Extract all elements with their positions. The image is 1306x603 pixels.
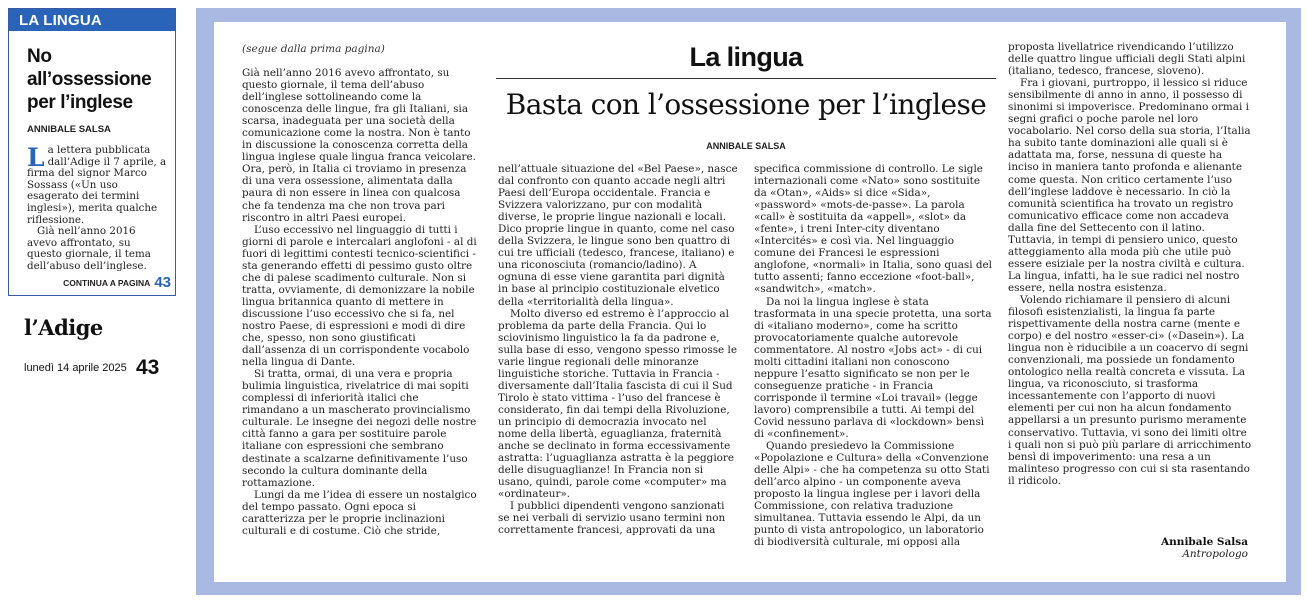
kicker-divider (496, 78, 996, 79)
paragraph: Fra i giovani, purtroppo, il lessico si riduce sensibilmente di anno in anno, il possesso di sinonimi si impoverisce. Predominano ormai i segni grafici o poche parole nel loro vocabolario. Nel corso della sua storia, l’Italia ha subito tante dominazioni alle quali si è adattata ma, forse, nessuna di queste ha inciso in maniera tanto profonda e alienante come questa. Non critico certamente l’uso dell’inglese laddove è necessario. In ciò la comunità scientifica ha trovato un registro comunicativo efficace come non accadeva dalla fine del Settecento con il latino. Tuttavia, in tempi di pensiero unico, questo atteggiamento alla moda più che utile può essere esiziale per la nostra civiltà e cultura. La lingua, infatti, ha le sue radici nel nostro essere, nella nostra esistenza. (1008, 77, 1251, 294)
promo-body (27, 145, 167, 273)
article-column-2 (498, 163, 738, 536)
promo-paragraph-2: Già nell’anno 2016 avevo affrontato, su questo giornale, il tema dell’abuso dell’inglese. (27, 225, 151, 272)
paragraph: Lungi da me l’idea di essere un nostalgico del tempo passato. Ogni epoca si caratterizza per le proprie inclinazioni culturali e di costume. Ciò che stride, (242, 488, 477, 537)
page-number: 43 (136, 356, 160, 379)
paragraph: Si tratta, ormai, di una vera e propria bulimia linguistica, rivelatrice di mai sopiti complessi di inferiorità italici che rimandano a un mascherato provincialismo culturale. Le insegne dei negozi delle nostre città fanno a gara per sostituire parole italiane con espressioni che sembrano destinate a scalzarne definitivamente l’uso secondo la cultura dominante della rottamazione. (242, 368, 477, 489)
paragraph: I pubblici dipendenti vengono sanzionati se nei verbali di servizio usano termini non correttamente francesi, approvati da una (498, 500, 726, 537)
continue-page-number: 43 (154, 274, 171, 291)
paragraph: specifica commissione di controllo. Le sigle internazionali come «Nato» sono sostituite da «Otan», «Aids» si dice «Sida», «password» «mots-de-passe». La parola «call» è sostituita da «appell», «slot» da «fente», i treni Inter-city diventano «Intercités» e così via. Nel linguaggio comune dei Francesi le espressioni anglofone, «normali» in Italia, sono quasi del tutto assenti; fanno eccezione «foot-ball», «sandwitch», «match». (754, 163, 992, 296)
section-tag: LA LINGUA (9, 9, 175, 31)
promo-author: ANNIBALE SALSA (27, 124, 111, 135)
paragraph: Da noi la lingua inglese è stata trasformata in una specie protetta, una sorta di «italiano moderno», come ha scritto provocatoriamente qualche autorevole commentatore. Al nostro «Jobs act» - di cui molti cittadini italiani non conoscono neppure l’esatto significato se non per le conseguenze pratiche - in Francia corrisponde il termine «Loi travail» (legge lavoro) comprensibile a tutti. Ai tempi del Covid nessuno parlava di «lockdown» bensì di «confinement». (754, 295, 992, 441)
front-page-promo (8, 8, 176, 296)
promo-paragraph-1: a lettera pubblicata dall’Adige il 7 aprile, a firma del signor Marco Sossass («Un uso esagerato dei termini inglesi»), merita qualche riflessione. (27, 144, 167, 226)
continued-from-note: (segue dalla prima pagina) (242, 43, 385, 55)
newspaper-masthead: l’Adige (24, 315, 103, 340)
promo-title[interactable]: No all’ossessione per l’inglese (27, 46, 152, 113)
article-byline: ANNIBALE SALSA (706, 141, 786, 151)
paragraph: L’uso eccessivo nel linguaggio di tutti i giorni di parole e intercalari anglofoni - al di fuori di legittimi contesti tecnico-scientifici - sta generando effetti di pessimo gusto oltre che di palese scadimento culturale. Non si tratta, ovviamente, di demonizzare la nobile lingua britannica quanto di mettere in discussione l’uso eccessivo che si fa, nel nostro Paese, di espressioni e modi di dire che, spesso, non sono giustificati dall’assenza di un corrispondente vocabolo nella lingua di Dante. (242, 223, 477, 369)
signature-name: Annibale Salsa (1161, 536, 1248, 548)
paragraph: Già nell’anno 2016 avevo affrontato, su questo giornale, il tema dell’abuso dell’inglese sottolineando come la conoscenza delle lingue, fra gli Italiani, sia scarsa, inadeguata per una società della comunicazione come la nostra. Non è tanto in discussione la conoscenza corretta della lingua inglese quale lingua franca veicolare. Ora, però, in Italia ci troviamo in presenza di una vera ossessione, alimentata dalla paura di non essere in linea con qualcosa che fa tendenza ma che non trova pari riscontro in altri Paesi europei. (242, 67, 476, 224)
continue-on-page-link[interactable] (63, 274, 171, 291)
paragraph: Volendo richiamare il pensiero di alcuni filosofi esistenzialisti, la lingua fa parte rispettivamente della nostra carne (mente e corpo) e del nostro «esser-ci» («Dasein»). La lingua non è riducibile a un coacervo di segni convenzionali, ma possiede un fondamento ontologico nella realtà concreta e vissuta. La lingua, va riconosciuto, si trasforma incessantemente con l’apporto di nuovi elementi per cui non ha alcun fondamento appellarsi a un presunto purismo meramente conservativo. Tuttavia, vi sono dei limiti oltre i quali non si può più parlare di arricchimento bensì di impoverimento: una resa a un malinteso progresso con cui si sta rasentando il ridicolo. (1008, 293, 1252, 487)
article-column-1 (242, 67, 478, 537)
issue-date: lunedì 14 aprile 2025 (24, 362, 127, 374)
continue-label: CONTINUA A PAGINA (63, 277, 151, 288)
paragraph: proposta livellatrice rivendicando l’utilizzo delle quattro lingue ufficiali degli Stati alpini (italiano, tedesco, francese, sloveno). (1008, 41, 1246, 78)
article-column-3 (754, 163, 992, 549)
paragraph: nell’attuale situazione del «Bel Paese», nasce dal confronto con quanto accade negli altri Paesi dell’Europa occidentale. Francia e Svizzera valorizzano, pur con modalità diverse, le proprie lingue nazionali e locali. Dico proprie lingue in quanto, come nel caso della Svizzera, le lingue sono ben quattro di cui tre ufficiali (tedesco, francese, italiano) e una riconosciuta (romancio/ladino). A ognuna di esse viene garantita pari dignità in base al principio costituzionale elvetico della «territorialità della lingua». (498, 163, 738, 308)
dropcap: L (27, 143, 45, 172)
section-kicker: La lingua (689, 42, 803, 72)
article-headline: Basta con l’ossessione per l’inglese (505, 88, 987, 121)
paragraph: Molto diverso ed estremo è l’approccio al problema da parte della Francia. Qui lo sciovinismo linguistico la fa da padrone e, sulla base di esso, vengono spesso rimosse le varie lingue regionali delle minoranze linguistiche storiche. Tuttavia in Francia - diversamente dall’Italia fascista di cui il Sud Tirolo è stato vittima - l’uso del francese è considerato, fin dai tempi della Rivoluzione, un principio di democrazia invocato nel nome della libertà, eguaglianza, fraternità anche se declinato in forma eccessivamente astratta: l’uguaglianza astratta è la peggiore delle disuguaglianze! In Francia non si usano, quindi, parole come «computer» ma «ordinateur». (498, 307, 737, 501)
paragraph: Quando presiedevo la Commissione «Popolazione e Cultura» della «Convenzione delle Alpi» - che ha competenza su otto Stati dell’arco alpino - un componente aveva proposto la lingua inglese per i lavori della Commissione, con relativa traduzione simultanea. Tuttavia essendo le Alpi, da un punto di vista antropologico, un laboratorio di biodiversità culturale, mi opposi alla (754, 440, 990, 549)
article-column-4 (1008, 41, 1252, 487)
signature-role: Antropologo (1182, 548, 1248, 560)
